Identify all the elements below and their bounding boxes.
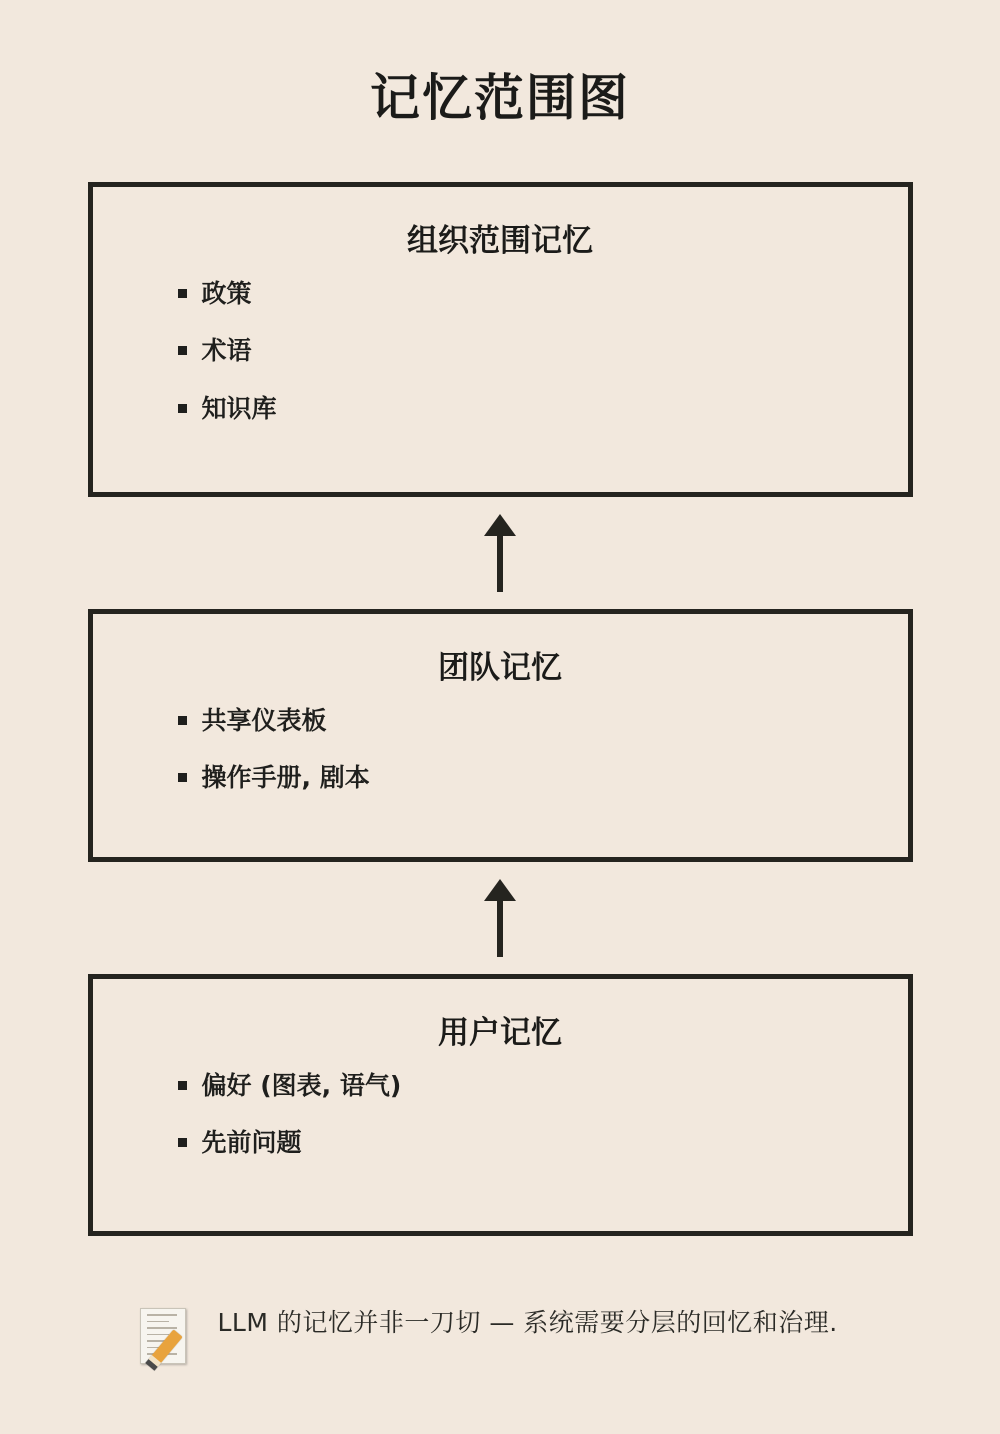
arrow-up-icon [480,879,520,957]
list-item [178,1127,878,1158]
square-bullet-icon [178,1138,187,1147]
arrow-shaft [497,893,503,957]
list-item [178,762,878,793]
list-item-label: 先前问题 [201,1128,302,1158]
list-item-label: 共享仪表板 [201,706,327,735]
layer-stack [88,130,913,1236]
layer-items-team [123,705,878,794]
list-item-label: 知识库 [201,393,277,423]
layer-box-team [88,609,913,862]
list-item-label: 术语 [201,336,252,366]
arrow-shaft [497,528,503,592]
layer-heading-user: 用户记忆 [438,1015,562,1051]
square-bullet-icon [178,289,187,298]
layer-heading-team: 团队记忆 [438,650,562,686]
square-bullet-icon [178,773,187,782]
list-item [178,705,878,736]
layer-items-organization [123,278,878,424]
memo-pencil-icon [136,1308,196,1370]
arrow-user-to-team [88,862,913,974]
list-item [178,393,878,424]
square-bullet-icon [178,346,187,355]
list-item-label: 偏好 (图表, 语气) [201,1071,402,1100]
list-item [178,278,878,309]
layer-items-user [123,1070,878,1159]
layer-heading-organization: 组织范围记忆 [407,223,593,259]
page-title: 记忆范围图 [370,69,630,127]
square-bullet-icon [178,404,187,413]
list-item [178,1070,878,1101]
list-item [178,335,878,366]
footnote-text: LLM 的记忆并非一刀切 — 系统需要分层的回忆和治理. [217,1308,838,1337]
square-bullet-icon [178,716,187,725]
list-item-label: 政策 [201,279,252,308]
arrow-up-icon [480,514,520,592]
square-bullet-icon [178,1081,187,1090]
arrow-team-to-organization [88,497,913,609]
layer-box-organization [88,182,913,497]
footnote [88,1236,913,1370]
list-item-label: 操作手册, 剧本 [201,763,370,793]
layer-box-user [88,974,913,1236]
